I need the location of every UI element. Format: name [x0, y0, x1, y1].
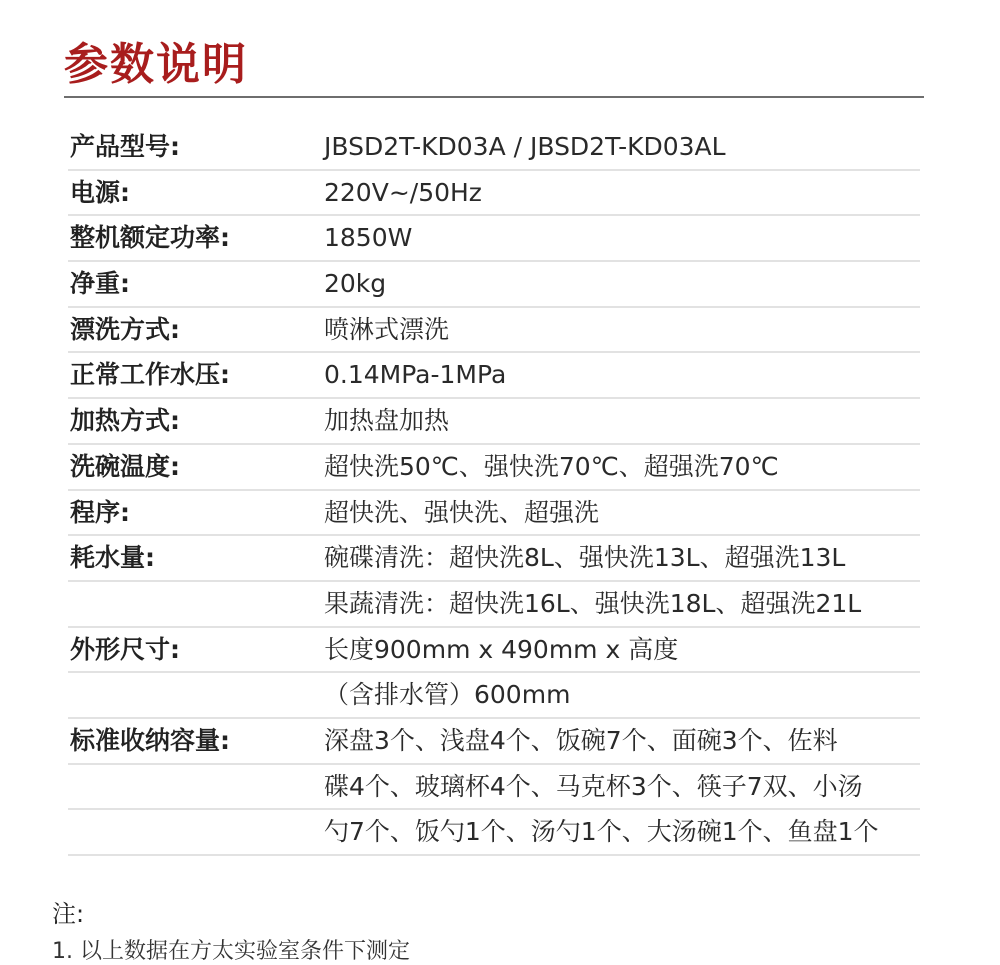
spec-value: 超快洗、强快洗、超强洗 — [324, 497, 600, 527]
spec-label: 标准收纳容量: — [70, 725, 230, 755]
spec-label: 耗水量: — [70, 543, 155, 573]
spec-label: 加热方式: — [70, 406, 180, 436]
spec-value: 220V~/50Hz — [324, 177, 482, 207]
note-text: 1. 以上数据在方太实验室条件下测定 — [52, 939, 410, 964]
spec-label: 电源: — [70, 177, 130, 207]
spec-row-water-consumption-cont — [68, 582, 920, 628]
spec-row-heating-method — [68, 399, 920, 445]
spec-table — [68, 125, 920, 856]
spec-label: 整机额定功率: — [70, 223, 230, 253]
spec-row-capacity-cont-2 — [68, 810, 920, 856]
spec-value: 深盘3个、浅盘4个、饭碗7个、面碗3个、佐料 — [324, 725, 838, 755]
spec-value: 1850W — [324, 223, 413, 253]
spec-value: 加热盘加热 — [324, 406, 450, 436]
spec-label: 外形尺寸: — [70, 634, 180, 664]
spec-row-rinse-method — [68, 308, 920, 354]
spec-row-net-weight — [68, 262, 920, 308]
spec-label: 净重: — [70, 269, 130, 299]
spec-value: 果蔬清洗：超快洗16L、强快洗18L、超强洗21L — [324, 588, 862, 618]
spec-row-model — [68, 125, 920, 171]
spec-value: 碟4个、玻璃杯4个、马克杯3个、筷子7双、小汤 — [324, 771, 863, 801]
spec-label: 产品型号: — [70, 132, 180, 161]
spec-value: 长度900mm x 490mm x 高度 — [324, 634, 679, 664]
spec-value: 20kg — [324, 269, 387, 299]
spec-row-rated-power — [68, 216, 920, 262]
spec-value: （含排水管）600mm — [324, 680, 571, 710]
spec-value: 超快洗50℃、强快洗70℃、超强洗70℃ — [324, 451, 779, 481]
spec-label: 程序: — [70, 497, 130, 527]
spec-row-wash-temperature — [68, 445, 920, 491]
spec-row-capacity — [68, 719, 920, 765]
title-divider — [64, 96, 924, 98]
spec-label: 漂洗方式: — [70, 314, 180, 344]
spec-row-dimensions-cont — [68, 673, 920, 719]
spec-value: 碗碟清洗：超快洗8L、强快洗13L、超强洗13L — [324, 543, 846, 573]
spec-value: 喷淋式漂洗 — [324, 314, 450, 344]
spec-row-power-supply — [68, 171, 920, 217]
spec-row-water-consumption — [68, 536, 920, 582]
spec-row-water-pressure — [68, 353, 920, 399]
spec-label: 正常工作水压: — [70, 360, 230, 390]
spec-row-capacity-cont-1 — [68, 765, 920, 811]
spec-value: JBSD2T-KD03A / JBSD2T-KD03AL — [324, 132, 726, 161]
spec-label: 洗碗温度: — [70, 451, 180, 481]
page-title: 参数说明 — [64, 39, 248, 90]
note-label: 注: — [52, 900, 85, 928]
spec-row-dimensions — [68, 628, 920, 674]
spec-row-programs — [68, 491, 920, 537]
spec-value: 0.14MPa-1MPa — [324, 360, 507, 390]
spec-value: 勺7个、饭勺1个、汤勺1个、大汤碗1个、鱼盘1个 — [324, 817, 879, 847]
